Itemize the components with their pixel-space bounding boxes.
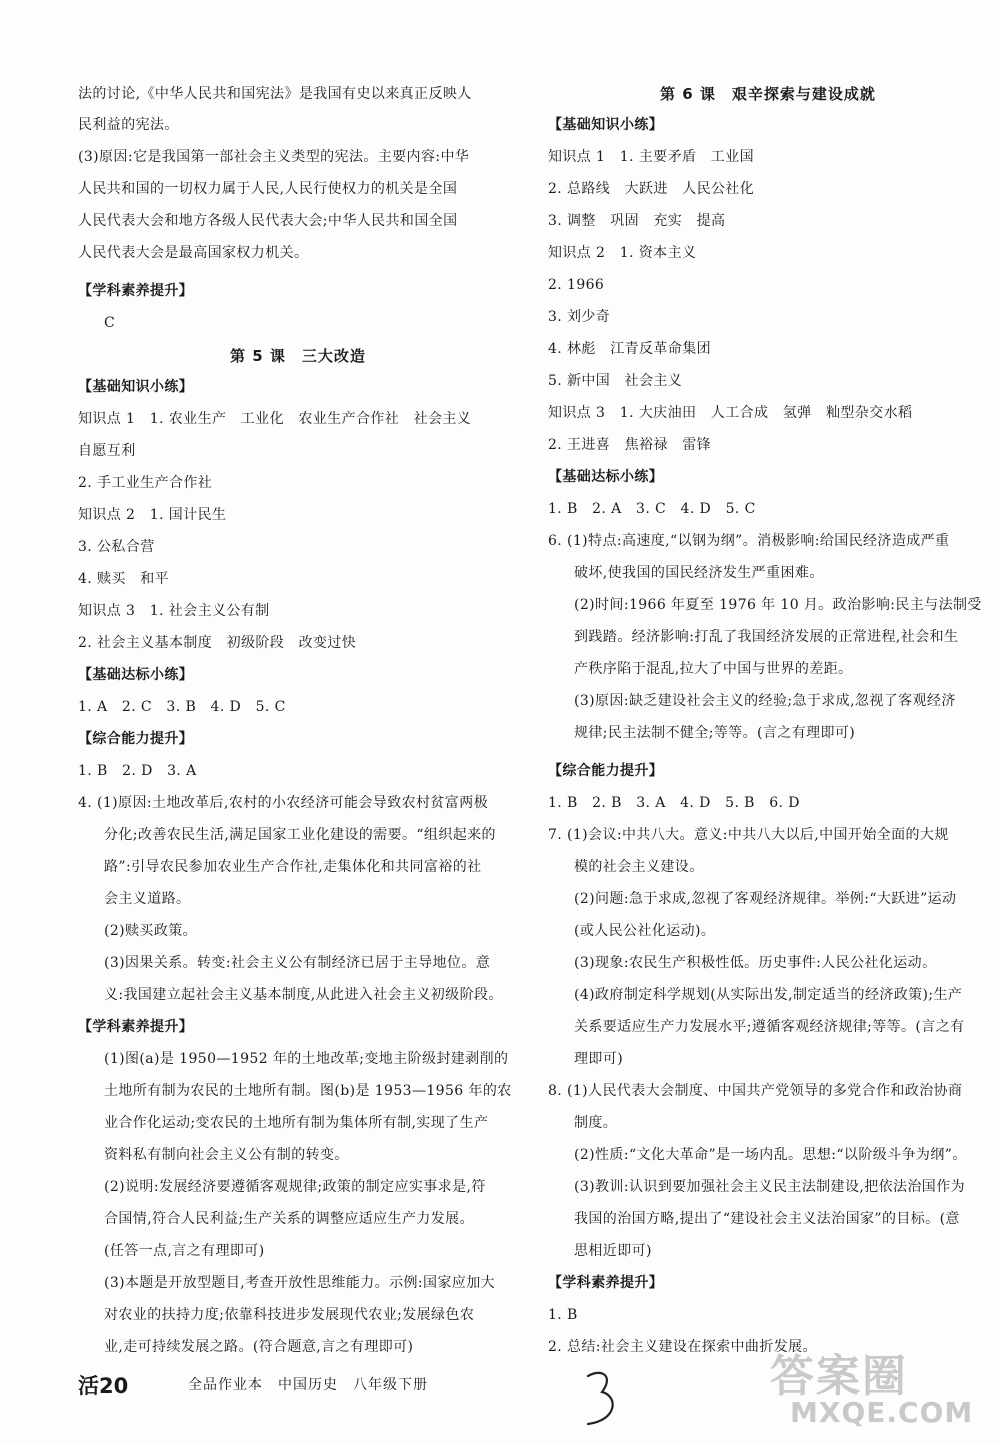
watermark-logo: 答案圈 bbox=[770, 1351, 908, 1402]
answer-line: 模的社会主义建设。 bbox=[574, 859, 704, 875]
answer-line: 知识点 3 1. 社会主义公有制 bbox=[78, 603, 270, 619]
section-heading: 【学科素养提升】 bbox=[78, 283, 194, 299]
answer-line: (任答一点,言之有理即可) bbox=[104, 1243, 265, 1259]
answer-line: (2)问题:急于求成,忽视了客观经济规律。举例:“大跃进”运动 bbox=[574, 891, 957, 907]
answer-line: 4. 赎买 和平 bbox=[78, 571, 170, 587]
answer-line: (3)现象:农民生产积极性低。历史事件:人民公社化运动。 bbox=[574, 955, 937, 971]
answer-line: 1. B 2. D 3. A bbox=[78, 763, 197, 779]
answer-line: 1. B 2. B 3. A 4. D 5. B 6. D bbox=[548, 795, 800, 811]
answer-line: 路”:引导农民参加农业生产合作社,走集体化和共同富裕的社 bbox=[104, 859, 482, 875]
answer-line: (1)图(a)是 1950—1952 年的土地改革;变地主阶级封建剥削的 bbox=[104, 1051, 509, 1067]
answer-line: 自愿互利 bbox=[78, 443, 136, 459]
answer-line: (3)原因:它是我国第一部社会主义类型的宪法。主要内容:中华 bbox=[78, 149, 470, 165]
answer-line: 知识点 3 1. 大庆油田 人工合成 氢弹 籼型杂交水稻 bbox=[548, 405, 913, 421]
answer-line: (3)原因:缺乏建设社会主义的经验;急于求成,忽视了客观经济 bbox=[574, 693, 956, 709]
answer-line: 1. B 2. A 3. C 4. D 5. C bbox=[548, 501, 756, 517]
handwritten-mark bbox=[580, 1368, 620, 1430]
lesson-title: 第 5 课 三大改造 bbox=[230, 347, 366, 365]
answer-line: 3. 公私合营 bbox=[78, 539, 155, 555]
answer-line: 人民代表大会是最高国家权力机关。 bbox=[78, 245, 309, 261]
answer-line: 破坏,使我国的国民经济发生严重困难。 bbox=[574, 565, 824, 581]
answer-line: 到践踏。经济影响:打乱了我国经济发展的正常进程,社会和生 bbox=[574, 629, 959, 645]
section-heading: 【基础达标小练】 bbox=[78, 667, 194, 683]
page-number: 活20 bbox=[78, 1374, 129, 1398]
answer-line: 我国的治国方略,提出了“建设社会主义法治国家”的目标。(意 bbox=[574, 1211, 960, 1227]
answer-line: 民利益的宪法。 bbox=[78, 117, 179, 133]
answer-line: 知识点 1 1. 农业生产 工业化 农业生产合作社 社会主义 bbox=[78, 411, 472, 427]
answer-line: 2. 社会主义基本制度 初级阶段 改变过快 bbox=[78, 635, 357, 651]
answer-line: 3. 调整 巩固 充实 提高 bbox=[548, 213, 726, 229]
section-heading: 【学科素养提升】 bbox=[548, 1275, 664, 1291]
answer-line: 法的讨论,《中华人民共和国宪法》是我国有史以来真正反映人 bbox=[78, 86, 472, 102]
answer-line: 4. (1)原因:土地改革后,农村的小农经济可能会导致农村贫富两极 bbox=[78, 795, 489, 811]
answer-line: 2. 手工业生产合作社 bbox=[78, 475, 213, 491]
section-heading: 【综合能力提升】 bbox=[548, 763, 664, 779]
section-heading: 【基础达标小练】 bbox=[548, 469, 664, 485]
lesson-title: 第 6 课 艰辛探索与建设成就 bbox=[660, 85, 876, 103]
answer-line: 1. A 2. C 3. B 4. D 5. C bbox=[78, 699, 286, 715]
answer-line: 人民代表大会和地方各级人民代表大会;中华人民共和国全国 bbox=[78, 213, 458, 229]
answer-line: C bbox=[104, 315, 116, 331]
answer-line: (4)政府制定科学规划(从实际出发,制定适当的经济政策);生产 bbox=[574, 987, 963, 1003]
answer-line: 4. 林彪 江青反革命集团 bbox=[548, 341, 712, 357]
answer-line: 土地所有制为农民的土地所有制。图(b)是 1953—1956 年的农 bbox=[104, 1083, 512, 1099]
answer-line: 知识点 1 1. 主要矛盾 工业国 bbox=[548, 149, 754, 165]
answer-line: (2)说明:发展经济要遵循客观规律;政策的制定应实事求是,符 bbox=[104, 1179, 486, 1195]
answer-line: (2)性质:“文化大革命”是一场内乱。思想:“以阶级斗争为纲”。 bbox=[574, 1147, 967, 1163]
watermark-url: MXQE.COM bbox=[790, 1396, 974, 1429]
answer-line: 制度。 bbox=[574, 1115, 618, 1131]
answer-line: (或人民公社化运动)。 bbox=[574, 923, 716, 939]
answer-line: 思相近即可) bbox=[574, 1243, 652, 1259]
answer-line: (2)时间:1966 年夏至 1976 年 10 月。政治影响:民主与法制受 bbox=[574, 597, 982, 613]
answer-line: 3. 刘少奇 bbox=[548, 309, 611, 325]
answer-line: 7. (1)会议:中共八大。意义:中共八大以后,中国开始全面的大规 bbox=[548, 827, 949, 843]
answer-line: (2)赎买政策。 bbox=[104, 923, 198, 939]
answer-line: 1. B bbox=[548, 1307, 578, 1323]
answer-line: (3)本题是开放型题目,考查开放性思维能力。示例:国家应加大 bbox=[104, 1275, 495, 1291]
answer-line: 2. 1966 bbox=[548, 277, 605, 293]
answer-line: (3)教训:认识到要加强社会主义民主法制建设,把依法治国作为 bbox=[574, 1179, 965, 1195]
section-heading: 【综合能力提升】 bbox=[78, 731, 194, 747]
answer-line: 资料私有制向社会主义公有制的转变。 bbox=[104, 1147, 349, 1163]
answer-line: 义:我国建立起社会主义基本制度,从此进入社会主义初级阶段。 bbox=[104, 987, 503, 1003]
answer-line: 理即可) bbox=[574, 1051, 624, 1067]
answer-line: 8. (1)人民代表大会制度、中国共产党领导的多党合作和政治协商 bbox=[548, 1083, 963, 1099]
answer-line: 业合作化运动;变农民的土地所有制为集体所有制,实现了生产 bbox=[104, 1115, 489, 1131]
answer-line: 合国情,符合人民利益;生产关系的调整应适应生产力发展。 bbox=[104, 1211, 474, 1227]
answer-line: 关系要适应生产力发展水平;遵循客观经济规律;等等。(言之有 bbox=[574, 1019, 965, 1035]
section-heading: 【基础知识小练】 bbox=[548, 117, 664, 133]
section-heading: 【基础知识小练】 bbox=[78, 379, 194, 395]
answer-line: 规律;民主法制不健全;等等。(言之有理即可) bbox=[574, 725, 856, 741]
answer-line: 业,走可持续发展之路。(符合题意,言之有理即可) bbox=[104, 1339, 414, 1355]
answer-line: 对农业的扶持力度;依靠科技进步发展现代农业;发展绿色农 bbox=[104, 1307, 475, 1323]
answer-line: 知识点 2 1. 国计民生 bbox=[78, 507, 227, 523]
answer-line: 6. (1)特点:高速度,“以钢为纲”。消极影响:给国民经济造成严重 bbox=[548, 533, 950, 549]
answer-line: 2. 总路线 大跃进 人民公社化 bbox=[548, 181, 755, 197]
answer-line: 产秩序陷于混乱,拉大了中国与世界的差距。 bbox=[574, 661, 853, 677]
answer-line: 分化;改善农民生活,满足国家工业化建设的需要。“组织起来的 bbox=[104, 827, 496, 843]
book-title: 全品作业本 中国历史 八年级下册 bbox=[188, 1377, 428, 1393]
answer-line: (3)因果关系。转变:社会主义公有制经济已居于主导地位。意 bbox=[104, 955, 491, 971]
answer-line: 2. 王进喜 焦裕禄 雷锋 bbox=[548, 437, 712, 453]
watermark bbox=[770, 1340, 990, 1435]
answer-line: 会主义道路。 bbox=[104, 891, 191, 907]
answer-line: 2. 总结:社会主义建设在探索中曲折发展。 bbox=[548, 1339, 817, 1355]
answer-line: 5. 新中国 社会主义 bbox=[548, 373, 683, 389]
section-heading: 【学科素养提升】 bbox=[78, 1019, 194, 1035]
answer-line: 人民共和国的一切权力属于人民,人民行使权力的机关是全国 bbox=[78, 181, 458, 197]
answer-line: 知识点 2 1. 资本主义 bbox=[548, 245, 697, 261]
